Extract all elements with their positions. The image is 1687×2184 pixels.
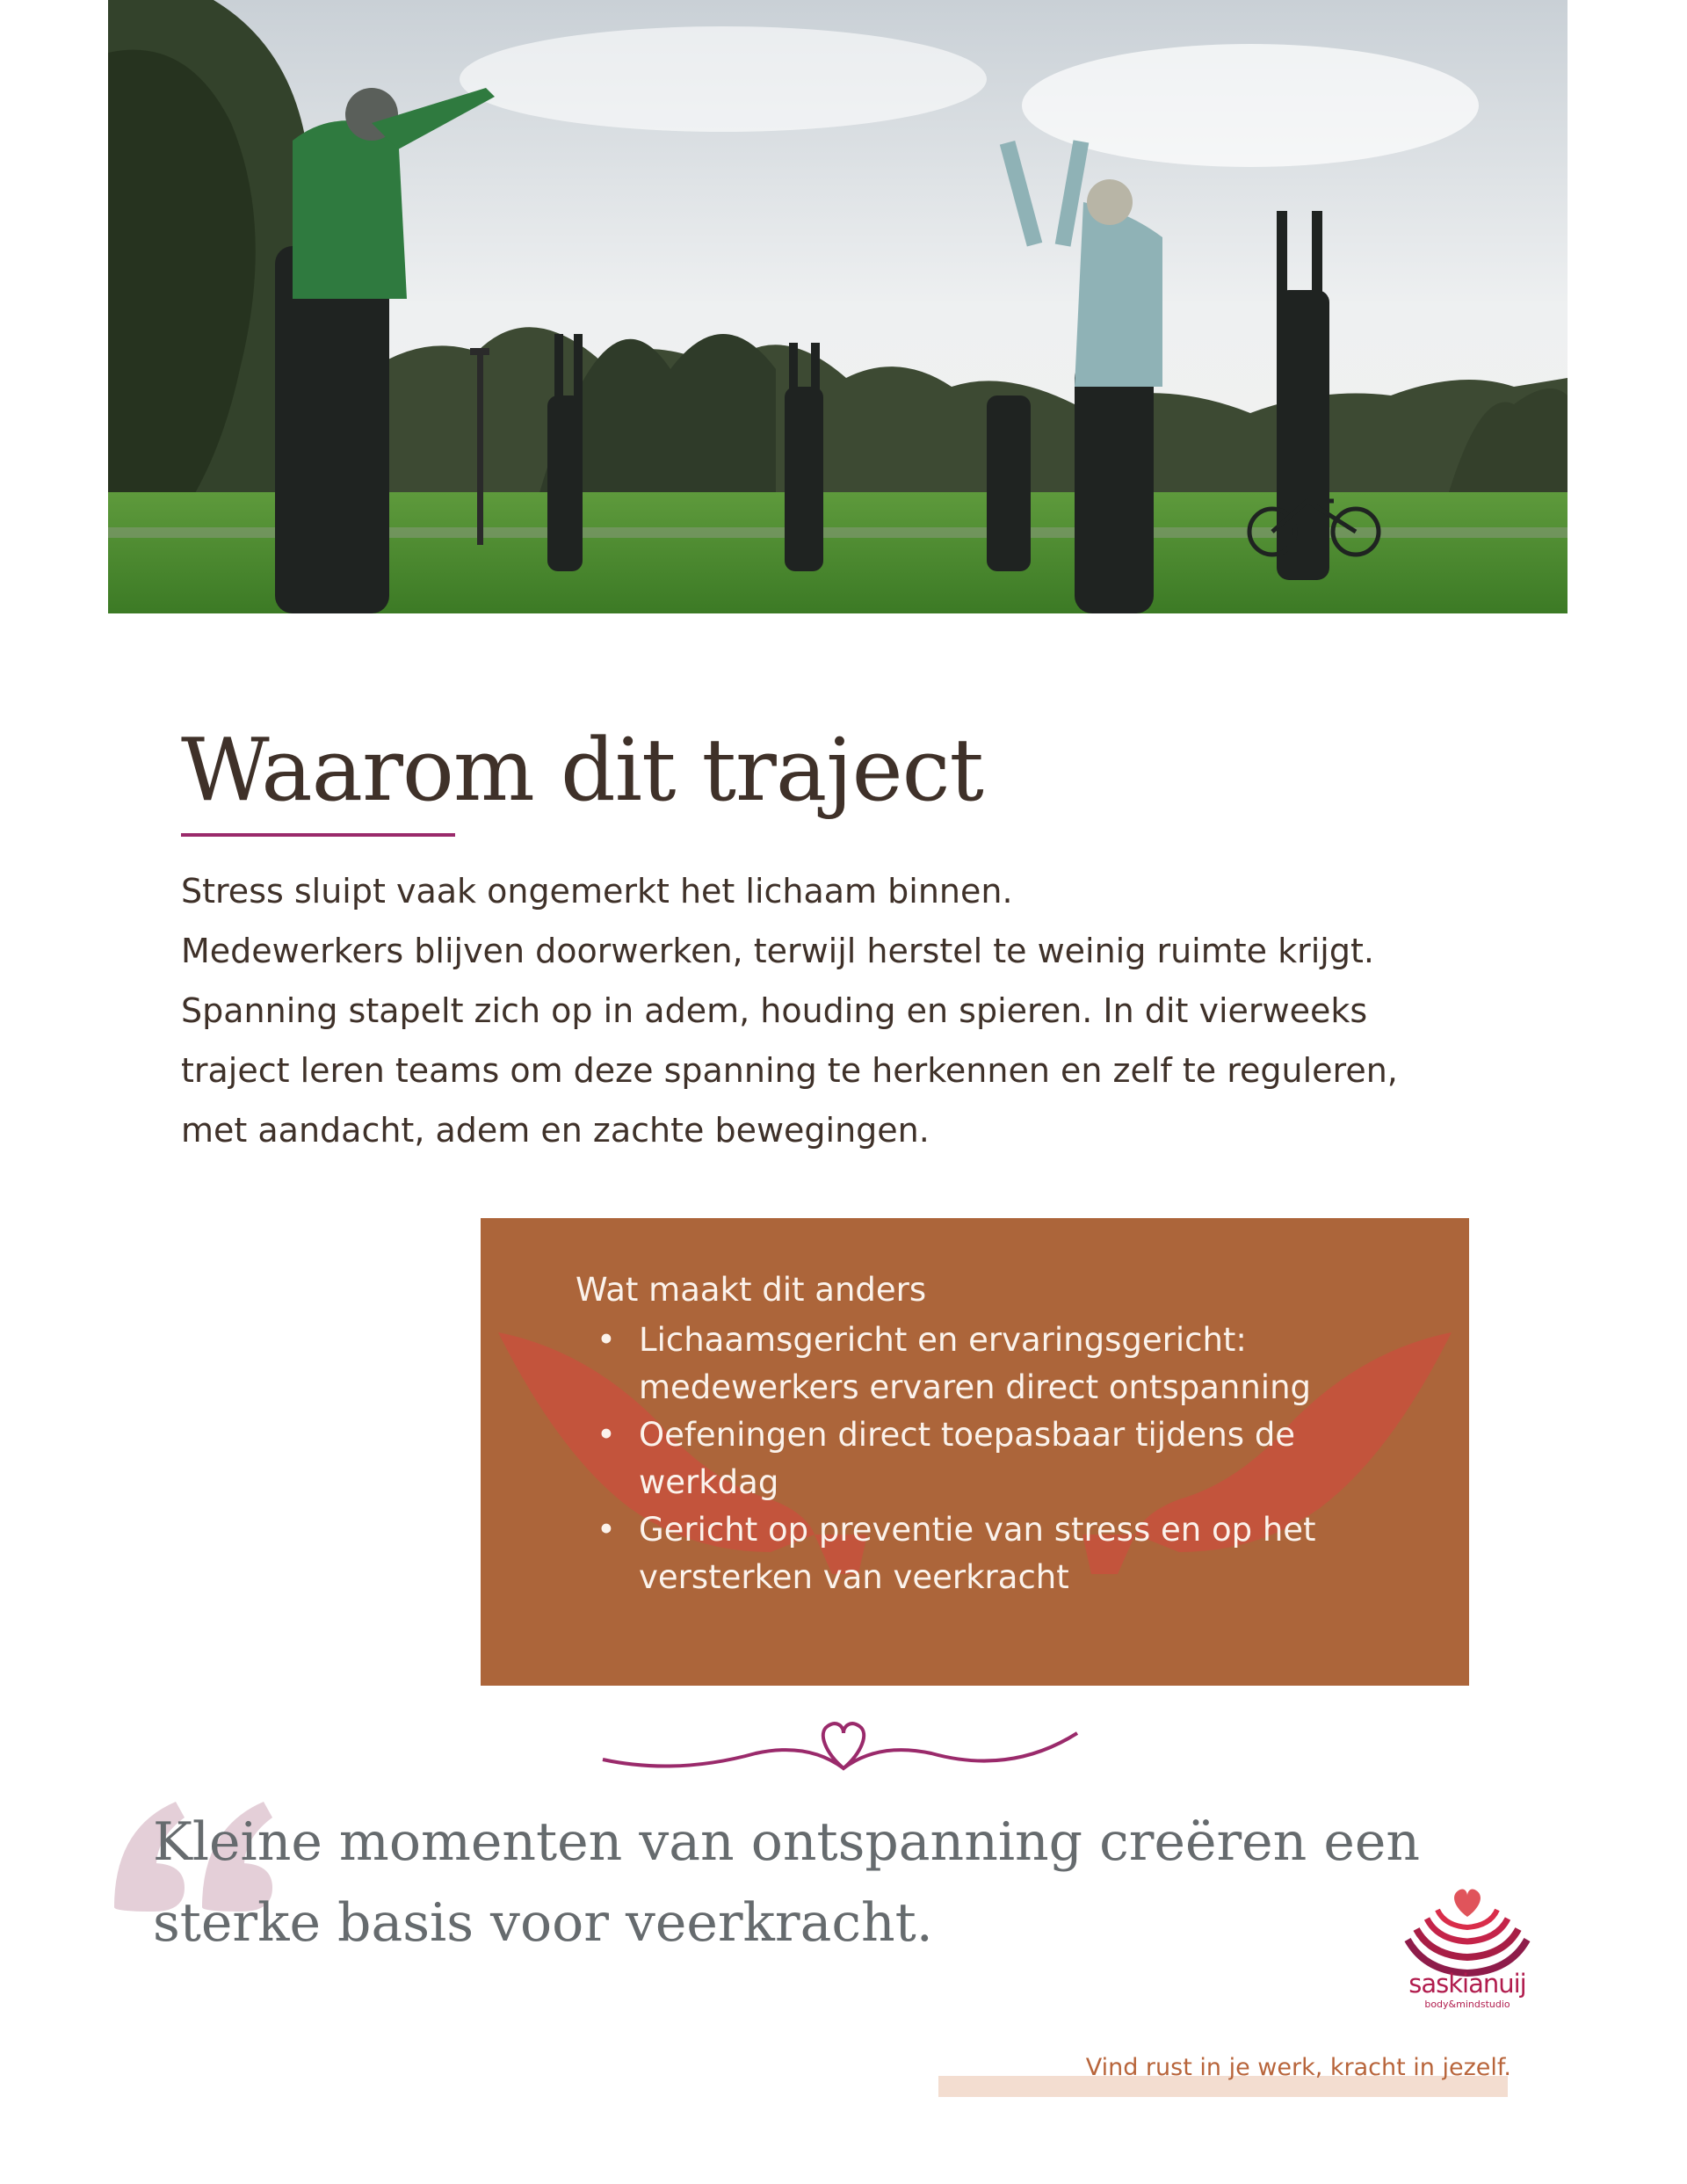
hero-photo [108,0,1568,613]
logo-name: saskianuij [1408,1969,1526,1999]
heart-divider-icon [597,1714,1090,1784]
quote-line: Kleine momenten van ontspanning creëren een [153,1811,1421,1873]
intro-line: Medewerkers blijven doorwerken, terwijl herstel te weinig ruimte krijgt. [181,932,1374,970]
feature-box [481,1218,1469,1686]
page-title: Waarom dit traject [181,721,983,821]
title-underline [181,833,455,837]
list-item: • Oefeningen direct toepasbaar tijdens de werkdag [576,1411,1419,1506]
quote-line: sterke basis voor veerkracht. [153,1892,933,1954]
logo-subtitle: body&mindstudio [1424,1999,1510,2010]
feature-heading: Wat maakt dit anders [576,1271,927,1309]
intro-line: Spanning stapelt zich op in adem, houding en spieren. In dit vierweeks [181,991,1368,1030]
intro-line: traject leren teams om deze spanning te herkennen en zelf te reguleren, [181,1051,1398,1090]
intro-paragraph [181,861,1552,1160]
tagline: Vind rust in je werk, kracht in jezelf. [1085,2054,1511,2081]
feature-list [576,1317,1419,1601]
intro-line: met aandacht, adem en zachte bewegingen. [181,1111,930,1150]
list-item: • Gericht op preventie van stress en op het versterken van veerkracht [576,1506,1419,1601]
quote-text [153,1802,1436,1963]
intro-line: Stress sluipt vaak ongemerkt het lichaam binnen. [181,872,1013,911]
list-item: • Lichaamsgericht en ervaringsgericht: medewerkers ervaren direct ontspanning [576,1317,1419,1411]
